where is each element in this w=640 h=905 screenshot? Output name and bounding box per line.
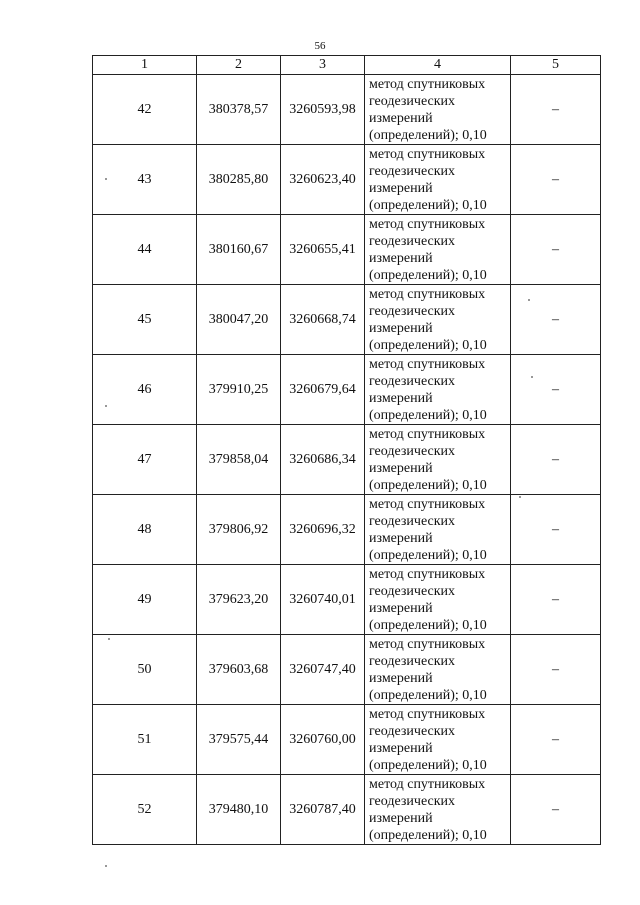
x-coordinate-cell: 379603,68 bbox=[197, 635, 281, 705]
x-coordinate-cell: 379910,25 bbox=[197, 355, 281, 425]
page-number: 56 bbox=[314, 40, 326, 52]
method-line: измерений bbox=[369, 390, 433, 406]
method-line: (определений); 0,10 bbox=[369, 757, 487, 773]
point-number-cell: 48 bbox=[93, 495, 197, 565]
x-coordinate-cell: 380285,80 bbox=[197, 145, 281, 215]
x-coordinate-cell: 379623,20 bbox=[197, 565, 281, 635]
method-line: (определений); 0,10 bbox=[369, 617, 487, 633]
scan-speck bbox=[528, 299, 530, 301]
table-row bbox=[93, 285, 601, 355]
method-line: метод спутниковых bbox=[369, 146, 486, 162]
method-line: геодезических bbox=[369, 163, 456, 179]
method-line: (определений); 0,10 bbox=[369, 267, 487, 283]
method-cell bbox=[365, 425, 511, 495]
method-line: (определений); 0,10 bbox=[369, 827, 487, 843]
header-col-3: 3 bbox=[281, 56, 365, 75]
note-cell: – bbox=[511, 565, 601, 635]
method-line: метод спутниковых bbox=[369, 636, 486, 652]
table-row bbox=[93, 635, 601, 705]
method-line: метод спутниковых bbox=[369, 566, 486, 582]
y-coordinate-cell: 3260655,41 bbox=[281, 215, 365, 285]
point-number-cell: 43 bbox=[93, 145, 197, 215]
method-line: геодезических bbox=[369, 723, 456, 739]
method-line: геодезических bbox=[369, 583, 456, 599]
method-line: метод спутниковых bbox=[369, 706, 486, 722]
scan-speck bbox=[519, 496, 521, 498]
y-coordinate-cell: 3260679,64 bbox=[281, 355, 365, 425]
method-line: измерений bbox=[369, 740, 433, 756]
method-line: геодезических bbox=[369, 443, 456, 459]
table-row bbox=[93, 425, 601, 495]
method-line: (определений); 0,10 bbox=[369, 197, 487, 213]
method-line: геодезических bbox=[369, 513, 456, 529]
note-cell: – bbox=[511, 285, 601, 355]
method-line: измерений bbox=[369, 460, 433, 476]
x-coordinate-cell: 380378,57 bbox=[197, 75, 281, 145]
note-cell: – bbox=[511, 425, 601, 495]
table-row bbox=[93, 775, 601, 845]
method-line: геодезических bbox=[369, 93, 456, 109]
method-cell bbox=[365, 495, 511, 565]
point-number-cell: 47 bbox=[93, 425, 197, 495]
method-line: метод спутниковых bbox=[369, 216, 486, 232]
y-coordinate-cell: 3260623,40 bbox=[281, 145, 365, 215]
point-number-cell: 44 bbox=[93, 215, 197, 285]
method-line: геодезических bbox=[369, 303, 456, 319]
method-line: (определений); 0,10 bbox=[369, 477, 487, 493]
method-line: измерений bbox=[369, 530, 433, 546]
table-row bbox=[93, 75, 601, 145]
method-cell bbox=[365, 285, 511, 355]
x-coordinate-cell: 380047,20 bbox=[197, 285, 281, 355]
coordinates-table bbox=[92, 55, 601, 845]
method-line: (определений); 0,10 bbox=[369, 127, 487, 143]
point-number-cell: 52 bbox=[93, 775, 197, 845]
method-line: метод спутниковых bbox=[369, 76, 486, 92]
method-cell bbox=[365, 775, 511, 845]
point-number-cell: 42 bbox=[93, 75, 197, 145]
method-line: метод спутниковых bbox=[369, 776, 486, 792]
y-coordinate-cell: 3260740,01 bbox=[281, 565, 365, 635]
point-number-cell: 49 bbox=[93, 565, 197, 635]
method-line: измерений bbox=[369, 600, 433, 616]
point-number-cell: 45 bbox=[93, 285, 197, 355]
x-coordinate-cell: 379575,44 bbox=[197, 705, 281, 775]
method-cell bbox=[365, 635, 511, 705]
scan-speck bbox=[105, 178, 107, 180]
table-row bbox=[93, 565, 601, 635]
method-cell bbox=[365, 145, 511, 215]
y-coordinate-cell: 3260686,34 bbox=[281, 425, 365, 495]
table-row bbox=[93, 355, 601, 425]
y-coordinate-cell: 3260760,00 bbox=[281, 705, 365, 775]
y-coordinate-cell: 3260593,98 bbox=[281, 75, 365, 145]
method-line: (определений); 0,10 bbox=[369, 547, 487, 563]
method-line: измерений bbox=[369, 810, 433, 826]
method-cell bbox=[365, 355, 511, 425]
table-body bbox=[93, 75, 601, 845]
note-cell: – bbox=[511, 75, 601, 145]
method-line: геодезических bbox=[369, 793, 456, 809]
note-cell: – bbox=[511, 635, 601, 705]
method-line: (определений); 0,10 bbox=[369, 687, 487, 703]
note-cell: – bbox=[511, 145, 601, 215]
header-col-4: 4 bbox=[365, 56, 511, 75]
x-coordinate-cell: 379858,04 bbox=[197, 425, 281, 495]
table-row bbox=[93, 495, 601, 565]
point-number-cell: 51 bbox=[93, 705, 197, 775]
table-row bbox=[93, 145, 601, 215]
method-line: геодезических bbox=[369, 233, 456, 249]
method-line: геодезических bbox=[369, 373, 456, 389]
table-header bbox=[93, 56, 601, 75]
header-col-2: 2 bbox=[197, 56, 281, 75]
y-coordinate-cell: 3260696,32 bbox=[281, 495, 365, 565]
scan-speck bbox=[531, 376, 533, 378]
header-col-5: 5 bbox=[511, 56, 601, 75]
note-cell: – bbox=[511, 355, 601, 425]
point-number-cell: 46 bbox=[93, 355, 197, 425]
method-line: измерений bbox=[369, 180, 433, 196]
note-cell: – bbox=[511, 705, 601, 775]
method-line: (определений); 0,10 bbox=[369, 337, 487, 353]
y-coordinate-cell: 3260668,74 bbox=[281, 285, 365, 355]
x-coordinate-cell: 379480,10 bbox=[197, 775, 281, 845]
note-cell: – bbox=[511, 215, 601, 285]
method-line: геодезических bbox=[369, 653, 456, 669]
method-line: измерений bbox=[369, 110, 433, 126]
scan-speck bbox=[105, 865, 107, 867]
y-coordinate-cell: 3260787,40 bbox=[281, 775, 365, 845]
point-number-cell: 50 bbox=[93, 635, 197, 705]
method-line: метод спутниковых bbox=[369, 286, 486, 302]
method-line: (определений); 0,10 bbox=[369, 407, 487, 423]
method-line: метод спутниковых bbox=[369, 356, 486, 372]
y-coordinate-cell: 3260747,40 bbox=[281, 635, 365, 705]
scan-speck bbox=[105, 405, 107, 407]
method-line: метод спутниковых bbox=[369, 496, 486, 512]
scan-speck bbox=[108, 638, 110, 640]
method-line: измерений bbox=[369, 670, 433, 686]
note-cell: – bbox=[511, 775, 601, 845]
method-cell bbox=[365, 75, 511, 145]
table-row bbox=[93, 705, 601, 775]
method-cell bbox=[365, 215, 511, 285]
x-coordinate-cell: 379806,92 bbox=[197, 495, 281, 565]
method-cell bbox=[365, 705, 511, 775]
header-col-1: 1 bbox=[93, 56, 197, 75]
header-row bbox=[93, 56, 601, 75]
note-cell: – bbox=[511, 495, 601, 565]
method-cell bbox=[365, 565, 511, 635]
table-row bbox=[93, 215, 601, 285]
method-line: измерений bbox=[369, 250, 433, 266]
method-line: измерений bbox=[369, 320, 433, 336]
method-line: метод спутниковых bbox=[369, 426, 486, 442]
x-coordinate-cell: 380160,67 bbox=[197, 215, 281, 285]
